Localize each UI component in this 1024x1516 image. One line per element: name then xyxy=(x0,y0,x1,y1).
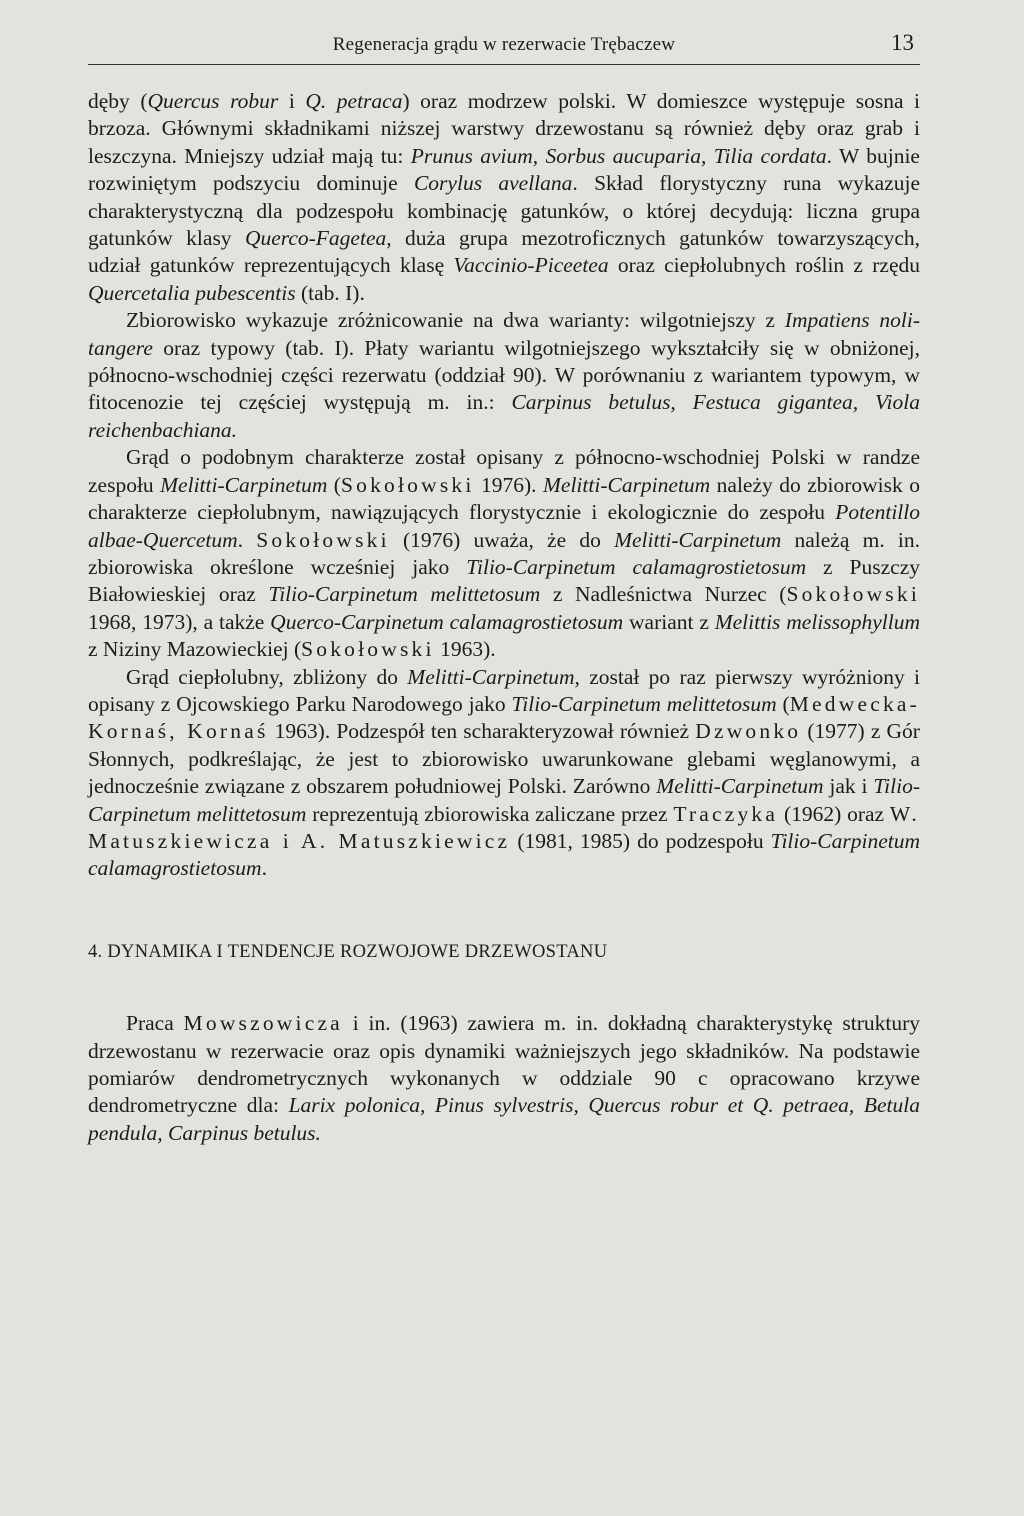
text-run: jak i xyxy=(823,774,874,799)
text-run: reprezentują zbiorowiska zaliczane przez xyxy=(306,801,674,826)
author-name: Medwecka-Kornaś, Kornaś xyxy=(88,691,920,744)
italic-run: Impatiens noli-tangere xyxy=(88,308,920,360)
italic-run: Querco-Fagetea xyxy=(244,226,387,251)
paragraph-3 xyxy=(88,444,920,663)
italic-run: Tilio-Carpinetum melittetosum xyxy=(511,691,777,716)
italic-run: Prunus avium, Sorbus aucuparia, Tilia cordata xyxy=(410,143,827,168)
italic-run: Melitti-Carpinetum xyxy=(656,774,824,799)
paragraph-4 xyxy=(88,664,920,883)
author-name: W. Matuszkiewicza i A. Matuszkiewicz xyxy=(88,801,920,853)
italic-run: Melitti-Carpinetum xyxy=(543,472,711,497)
italic-run: Tilio-Carpinetum calamagrostietosum xyxy=(466,554,807,579)
italic-run: Vaccinio-Piceetea xyxy=(453,253,609,278)
text-run: ) oraz modrzew polski. W domieszce występuje sosna i brzoza. Głównymi składnikami niższej warstwy drzewostanu są również dęby oraz grab i leszczyna. Mniejszy udział mają tu: xyxy=(88,89,921,168)
italic-run: Melitti-Carpinetum xyxy=(614,527,782,552)
text-run: 1968, 1973), a także xyxy=(88,609,271,634)
page-number: 13 xyxy=(891,30,914,55)
italic-run: Melittis melissophyllum xyxy=(714,609,921,634)
text-run: ( xyxy=(776,691,790,716)
text-run: (tab. I). xyxy=(295,280,365,305)
text-run: , został po raz pierwszy wyróżniony i opisany z Ojcowskiego Parku Narodowego jako xyxy=(88,664,920,716)
paragraph-2 xyxy=(88,307,920,444)
page-header xyxy=(88,30,920,65)
author-name: Sokołowski xyxy=(786,582,921,607)
italic-run: Q. petraca xyxy=(305,89,403,113)
italic-run: Potentillo albae-Quercetum xyxy=(88,500,920,552)
text-run: Zbiorowisko wykazuje zróżnicowanie na dwa warianty: wilgotniejszy z xyxy=(126,308,785,333)
italic-run: Quercus robur xyxy=(147,89,279,113)
italic-run: Tilio-Carpinetum calamagrostietosum xyxy=(88,828,920,881)
author-name: Traczyka xyxy=(673,801,779,826)
text-run: 1963). Podzespół ten scharakteryzował również xyxy=(268,719,696,744)
text-run: należą m. in. zbiorowiska określone wcześniej jako xyxy=(88,527,921,579)
italic-run: Corylus avellana xyxy=(413,171,573,196)
text-run: . W bujnie rozwiniętym podszyciu dominuje xyxy=(88,143,920,196)
author-name: Sokołowski xyxy=(256,527,390,552)
italic-run: Quercetalia pubescentis xyxy=(88,280,296,305)
text-run: i xyxy=(278,89,306,113)
italic-run: Melitti-Carpinetum xyxy=(160,472,328,497)
italic-run: Larix polonica, Pinus sylvestris, Quercus robur et Q. petraea, Betula pendula, Carpinus betulus. xyxy=(88,1093,920,1145)
text-run: (1981, 1985) do podzespołu xyxy=(510,828,771,853)
body-text xyxy=(88,88,920,1147)
running-title: Regeneracja grądu w rezerwacie Trębaczew xyxy=(332,34,676,55)
text-run: 1963). xyxy=(434,637,496,662)
text-run: oraz typowy (tab. I). Płaty wariantu wilgotniejszego wykształciły się w obniżonej, północno-wschodniej części rezerwatu (oddział 90). W porównaniu z wariantem typowym, w fitocenozie tej częściej występują m. in.: xyxy=(88,335,920,415)
text-run: Grąd ciepłolubny, zbliżony do xyxy=(126,664,408,689)
text-run: z Niziny Mazowieckiej ( xyxy=(88,637,302,662)
author-name: Sokołowski xyxy=(301,637,435,662)
italic-run: Melitti-Carpinetum xyxy=(407,664,575,689)
text-run: oraz ciepłolubnych roślin z rzędu xyxy=(608,253,920,278)
author-name: Mowszowicza xyxy=(183,1011,343,1036)
author-name: Dzwonko xyxy=(695,719,802,744)
text-run: . xyxy=(237,527,257,552)
text-run: i in. (1963) zawiera m. in. dokładną charakterystykę struktury drzewostanu w rezerwacie oraz opis dynamiki ważniejszych jego składników. Na podstawie pomiarów dendrometrycznych wykonanych w oddziale 90 c opracowano krzywe dendrometryczne dla: xyxy=(88,1011,920,1118)
text-run: (1976) uważa, że do xyxy=(389,527,615,552)
section-heading: 4. DYNAMIKA I TENDENCJE ROZWOJOWE DRZEWOSTANU xyxy=(88,941,608,962)
text-run: . xyxy=(261,856,267,881)
italic-run: Querco-Carpinetum calamagrostietosum xyxy=(270,609,624,634)
text-run: wariant z xyxy=(623,609,715,634)
italic-run: Tilio-Carpinetum melittetosum xyxy=(268,582,541,607)
text-run: z Nadleśnictwa Nurzec ( xyxy=(540,582,787,607)
paragraph-5 xyxy=(88,1010,920,1147)
italic-run: Carpinus betulus, Festuca gigantea, Viola reichenbachiana. xyxy=(88,390,920,442)
italic-run: Tilio-Carpinetum melittetosum xyxy=(88,774,920,826)
text-run: Grąd o podobnym charakterze został opisany z północno-wschodniej Polski w randze zespołu xyxy=(88,445,920,497)
text-run: (1977) z Gór Słonnych, podkreślając, że jest to zbiorowisko uwarunkowane glebami węglanowymi, a jednocześnie związane z obszarem południowej Polski. Zarówno xyxy=(88,719,920,799)
paragraph-1 xyxy=(88,88,920,307)
text-run: 1976). xyxy=(474,472,543,497)
text-run: z Puszczy Białowieskiej oraz xyxy=(88,554,920,607)
text-run: , duża grupa mezotroficznych gatunków towarzyszących, udział gatunków reprezentujących klasę xyxy=(88,226,920,278)
text-run: . Skład florystyczny runa wykazuje charakterystyczną dla podzespołu kombinację gatunków, o której decydują: liczna grupa gatunków klasy xyxy=(88,171,921,251)
text-run: (1962) oraz xyxy=(778,801,890,826)
text-run: ( xyxy=(327,472,341,497)
text-run: Praca xyxy=(126,1011,184,1036)
text-run: dęby ( xyxy=(88,89,148,113)
author-name: Sokołowski xyxy=(340,472,475,497)
text-run: należy do zbiorowisk o charakterze ciepłolubnym, nawiązujących florystycznie i ekologicznie do zespołu xyxy=(88,472,920,525)
